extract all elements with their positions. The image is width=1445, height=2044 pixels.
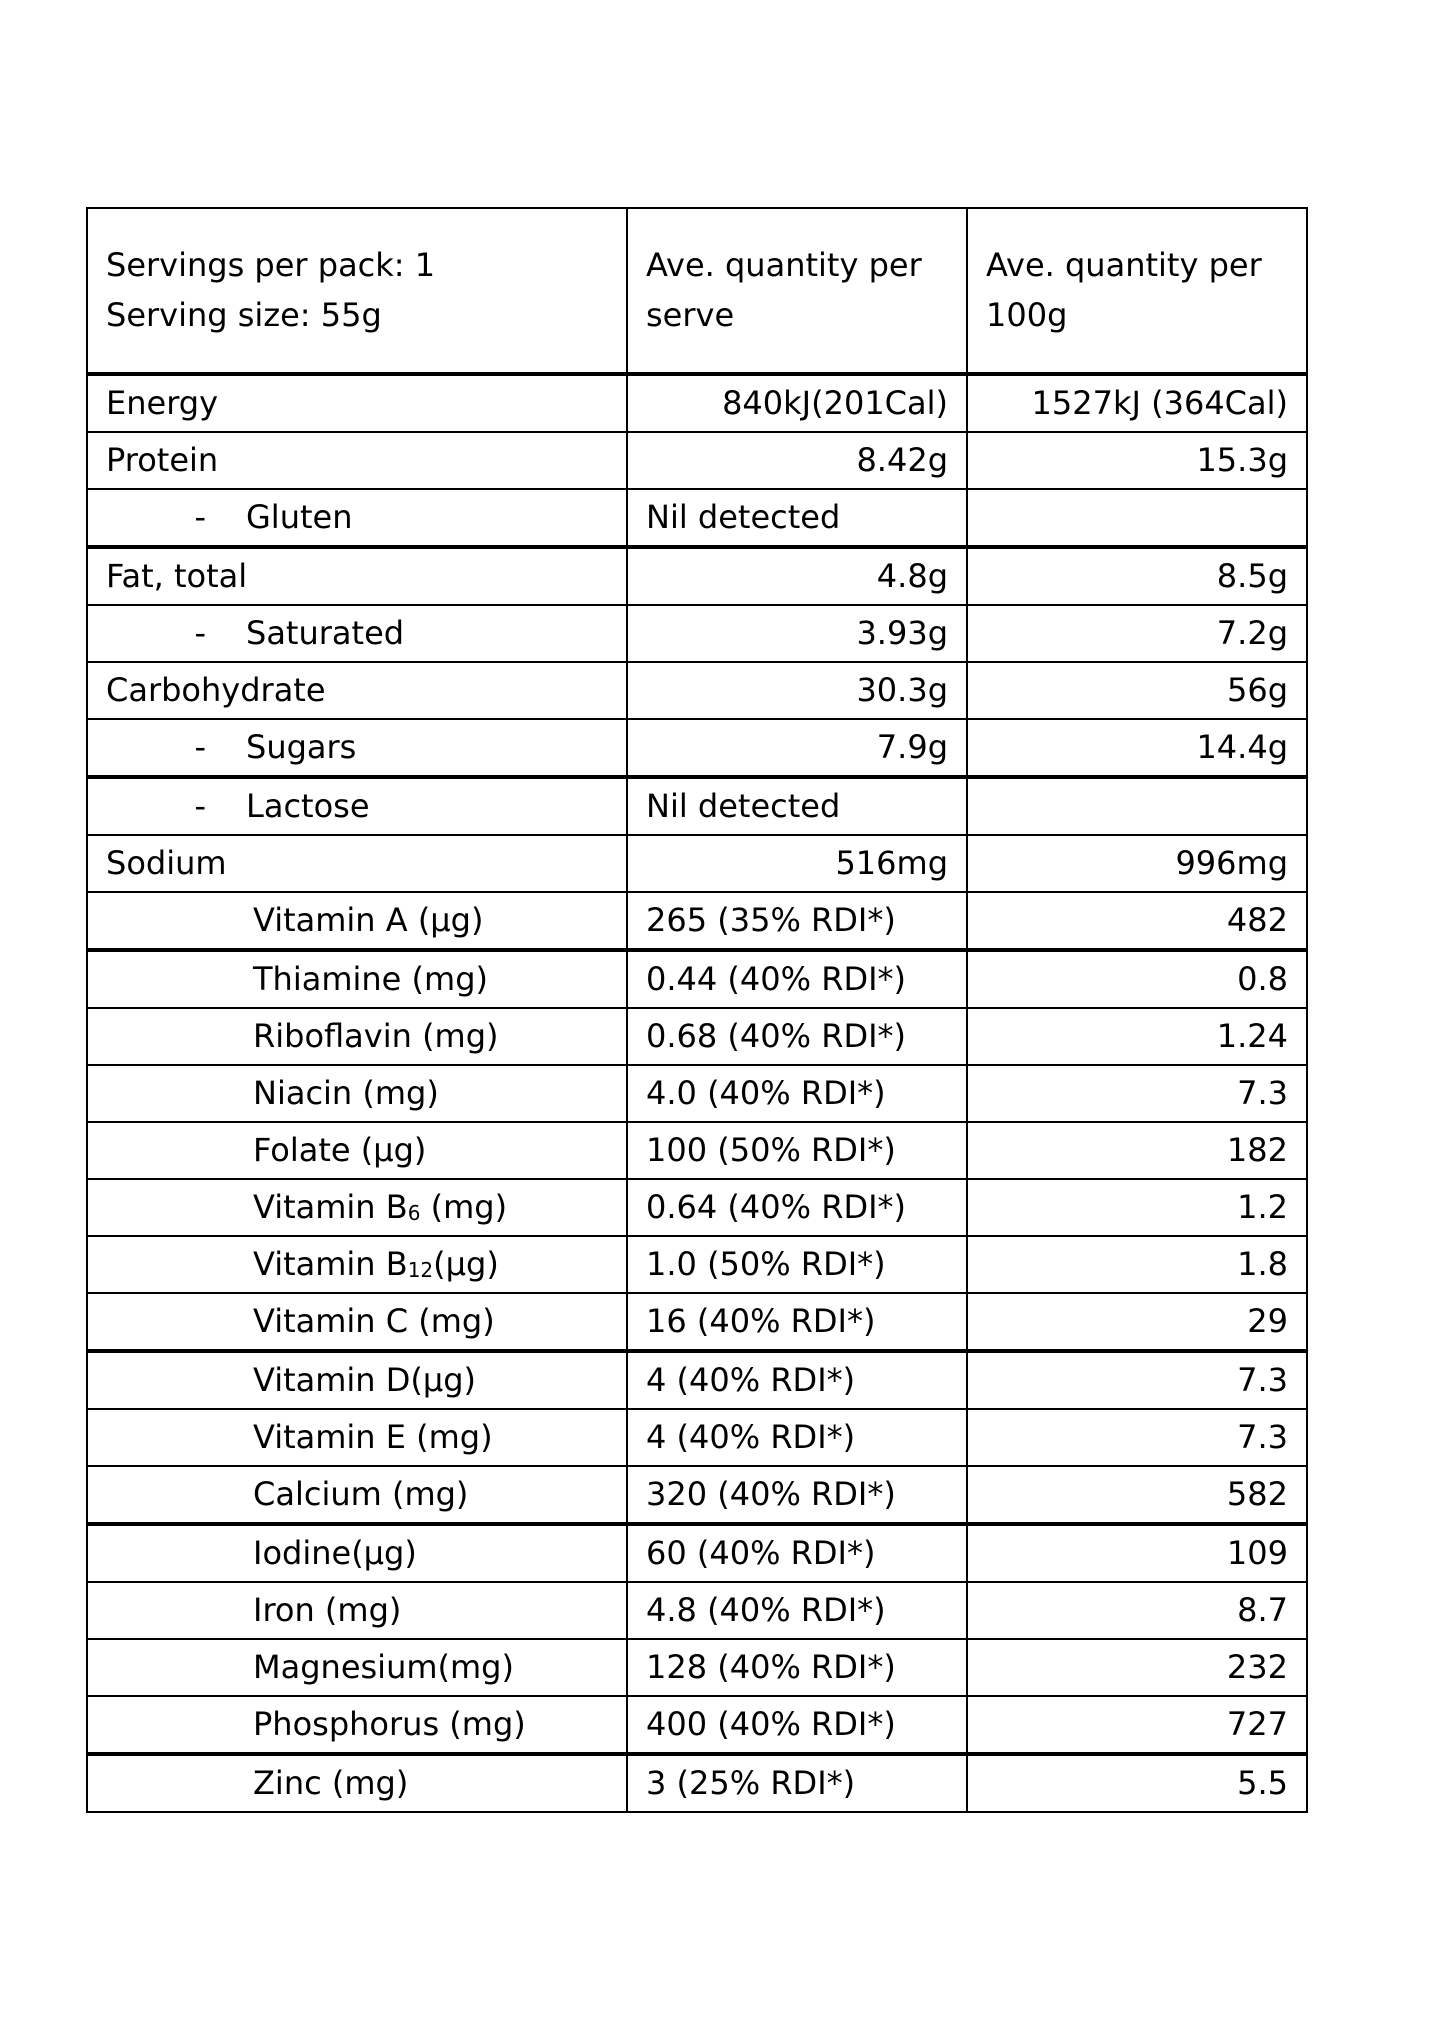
nutrient-label-cell: [87, 489, 627, 547]
per-100g-value: 1.8: [967, 1236, 1307, 1293]
per-100g-header: Ave. quantity per 100g: [967, 208, 1307, 374]
nutrient-label: Energy: [87, 374, 627, 432]
nutrient-label-cell: [87, 1409, 627, 1466]
per-serve-header: Ave. quantity per serve: [627, 208, 967, 374]
nutrient-label: Magnesium(mg): [253, 1647, 514, 1686]
nutrient-label-main: Vitamin B: [253, 1244, 408, 1283]
nutrient-label: Saturated: [246, 613, 405, 652]
nutrient-label-cell: [87, 1008, 627, 1065]
table-row: [87, 1524, 1307, 1582]
nutrient-label-cell: [87, 892, 627, 950]
nutrient-label: Folate (µg): [253, 1130, 427, 1169]
nutrient-label-unit: (µg): [433, 1244, 499, 1283]
nutrient-label-cell: [87, 1639, 627, 1696]
per-100g-value: 232: [967, 1639, 1307, 1696]
table-row: [87, 1236, 1307, 1293]
per-serve-value: 8.42g: [627, 432, 967, 489]
per-serve-value: 516mg: [627, 835, 967, 892]
table-row: [87, 1696, 1307, 1754]
per-100g-value: 182: [967, 1122, 1307, 1179]
nutrient-label-cell: [87, 1582, 627, 1639]
nutrient-label-unit: (mg): [420, 1187, 508, 1226]
nutrient-label-cell: [87, 1754, 627, 1812]
table-row: [87, 719, 1307, 777]
per-100g-value: 109: [967, 1524, 1307, 1582]
table-row: [87, 892, 1307, 950]
sub-item-dash: -: [194, 497, 206, 536]
nutrient-label: Vitamin E (mg): [253, 1417, 493, 1456]
table-row: [87, 547, 1307, 605]
nutrient-label: Vitamin D(µg): [253, 1360, 477, 1399]
nutrient-label-cell: [87, 777, 627, 835]
per-100g-value: 1527kJ (364Cal): [967, 374, 1307, 432]
per-serve-value: 4.0 (40% RDI*): [627, 1065, 967, 1122]
table-row: [87, 432, 1307, 489]
per-100g-value: 482: [967, 892, 1307, 950]
per-serve-value: 0.44 (40% RDI*): [627, 950, 967, 1008]
nutrient-label-cell: [87, 1293, 627, 1351]
serving-size: Serving size: 55g: [106, 295, 382, 334]
per-100g-value: 1.2: [967, 1179, 1307, 1236]
per-serve-value: 60 (40% RDI*): [627, 1524, 967, 1582]
per-serve-value: 3 (25% RDI*): [627, 1754, 967, 1812]
per-100g-value: 5.5: [967, 1754, 1307, 1812]
nutrient-label: Sodium: [87, 835, 627, 892]
table-row: [87, 1639, 1307, 1696]
nutrient-label-cell: [87, 1351, 627, 1409]
per-serve-value: 4.8 (40% RDI*): [627, 1582, 967, 1639]
per-serve-value: 7.9g: [627, 719, 967, 777]
per-100g-value: 0.8: [967, 950, 1307, 1008]
table-row: [87, 1065, 1307, 1122]
nutrient-label: Sugars: [246, 727, 357, 766]
per-serve-value: 1.0 (50% RDI*): [627, 1236, 967, 1293]
table-row: [87, 950, 1307, 1008]
nutrient-label: Vitamin C (mg): [253, 1301, 495, 1340]
nutrient-label: Zinc (mg): [253, 1763, 409, 1802]
per-100g-value: 7.3: [967, 1409, 1307, 1466]
table-row: [87, 1008, 1307, 1065]
nutrient-label-cell: [87, 950, 627, 1008]
table-row: [87, 605, 1307, 662]
per-100g-value: 7.3: [967, 1351, 1307, 1409]
nutrient-label: Protein: [87, 432, 627, 489]
per-100g-value: 7.3: [967, 1065, 1307, 1122]
per-100g-value: 56g: [967, 662, 1307, 719]
per-100g-value: 1.24: [967, 1008, 1307, 1065]
nutrient-label-cell: [87, 1696, 627, 1754]
per-100g-value: [967, 777, 1307, 835]
table-row: [87, 1351, 1307, 1409]
table-row: [87, 777, 1307, 835]
servings-per-pack: Servings per pack: 1: [106, 245, 436, 284]
per-serve-value: 320 (40% RDI*): [627, 1466, 967, 1524]
nutrient-label-main: Vitamin B: [253, 1187, 408, 1226]
nutrient-label-cell: [87, 719, 627, 777]
per-100g-value: 14.4g: [967, 719, 1307, 777]
per-serve-value: 30.3g: [627, 662, 967, 719]
nutrient-label-cell: [87, 1236, 627, 1293]
per-serve-value: 3.93g: [627, 605, 967, 662]
nutrient-label: Lactose: [246, 786, 370, 825]
table-row: [87, 1179, 1307, 1236]
nutrient-label-subscript: 6: [407, 1200, 421, 1225]
table-row: [87, 1293, 1307, 1351]
nutrient-label-cell: [87, 1122, 627, 1179]
nutrient-label-cell: [87, 1466, 627, 1524]
table-row: [87, 1466, 1307, 1524]
per-100g-value: 15.3g: [967, 432, 1307, 489]
per-serve-value: 4.8g: [627, 547, 967, 605]
table-row: [87, 374, 1307, 432]
per-100g-value: [967, 489, 1307, 547]
per-serve-value: 0.64 (40% RDI*): [627, 1179, 967, 1236]
per-100g-value: 582: [967, 1466, 1307, 1524]
table-row: [87, 662, 1307, 719]
per-100g-value: 29: [967, 1293, 1307, 1351]
nutrient-label: Iron (mg): [253, 1590, 402, 1629]
nutrient-label-subscript: 12: [407, 1257, 434, 1282]
nutrient-label: [106, 1244, 499, 1283]
per-100g-value: 7.2g: [967, 605, 1307, 662]
per-serve-value: 0.68 (40% RDI*): [627, 1008, 967, 1065]
per-100g-value: 8.5g: [967, 547, 1307, 605]
table-header-row: [87, 208, 1307, 374]
per-100g-value: 996mg: [967, 835, 1307, 892]
table-row: [87, 1409, 1307, 1466]
nutrient-label: Phosphorus (mg): [253, 1704, 526, 1743]
per-serve-value: 100 (50% RDI*): [627, 1122, 967, 1179]
per-serve-value: 4 (40% RDI*): [627, 1409, 967, 1466]
nutrient-label-cell: [87, 605, 627, 662]
nutrient-label-cell: [87, 1179, 627, 1236]
sub-item-dash: -: [194, 727, 206, 766]
nutrition-panel: [86, 207, 1306, 1813]
per-serve-value: Nil detected: [627, 777, 967, 835]
nutrient-label: [106, 1187, 508, 1226]
per-serve-value: 4 (40% RDI*): [627, 1351, 967, 1409]
nutrient-label: Niacin (mg): [253, 1073, 439, 1112]
nutrient-label: Carbohydrate: [87, 662, 627, 719]
sub-item-dash: -: [194, 786, 206, 825]
per-serve-value: 265 (35% RDI*): [627, 892, 967, 950]
table-row: [87, 1122, 1307, 1179]
nutrient-label-cell: [87, 1065, 627, 1122]
per-100g-value: 8.7: [967, 1582, 1307, 1639]
table-row: [87, 1582, 1307, 1639]
table-row: [87, 489, 1307, 547]
per-serve-value: 400 (40% RDI*): [627, 1696, 967, 1754]
per-serve-value: 128 (40% RDI*): [627, 1639, 967, 1696]
per-serve-value: 840kJ(201Cal): [627, 374, 967, 432]
nutrient-label: Gluten: [246, 497, 353, 536]
per-100g-value: 727: [967, 1696, 1307, 1754]
servings-info-cell: [87, 208, 627, 374]
sub-item-dash: -: [194, 613, 206, 652]
nutrient-label: Riboflavin (mg): [253, 1016, 499, 1055]
nutrient-label-cell: [87, 1524, 627, 1582]
per-serve-value: Nil detected: [627, 489, 967, 547]
nutrient-label: Fat, total: [87, 547, 627, 605]
nutrient-label: Vitamin A (µg): [253, 900, 484, 939]
table-row: [87, 835, 1307, 892]
nutrient-label: Calcium (mg): [253, 1474, 469, 1513]
table-row: [87, 1754, 1307, 1812]
nutrient-label: Thiamine (mg): [253, 959, 488, 998]
nutrition-table: [86, 207, 1308, 1813]
per-serve-value: 16 (40% RDI*): [627, 1293, 967, 1351]
nutrient-label: Iodine(µg): [253, 1533, 417, 1572]
